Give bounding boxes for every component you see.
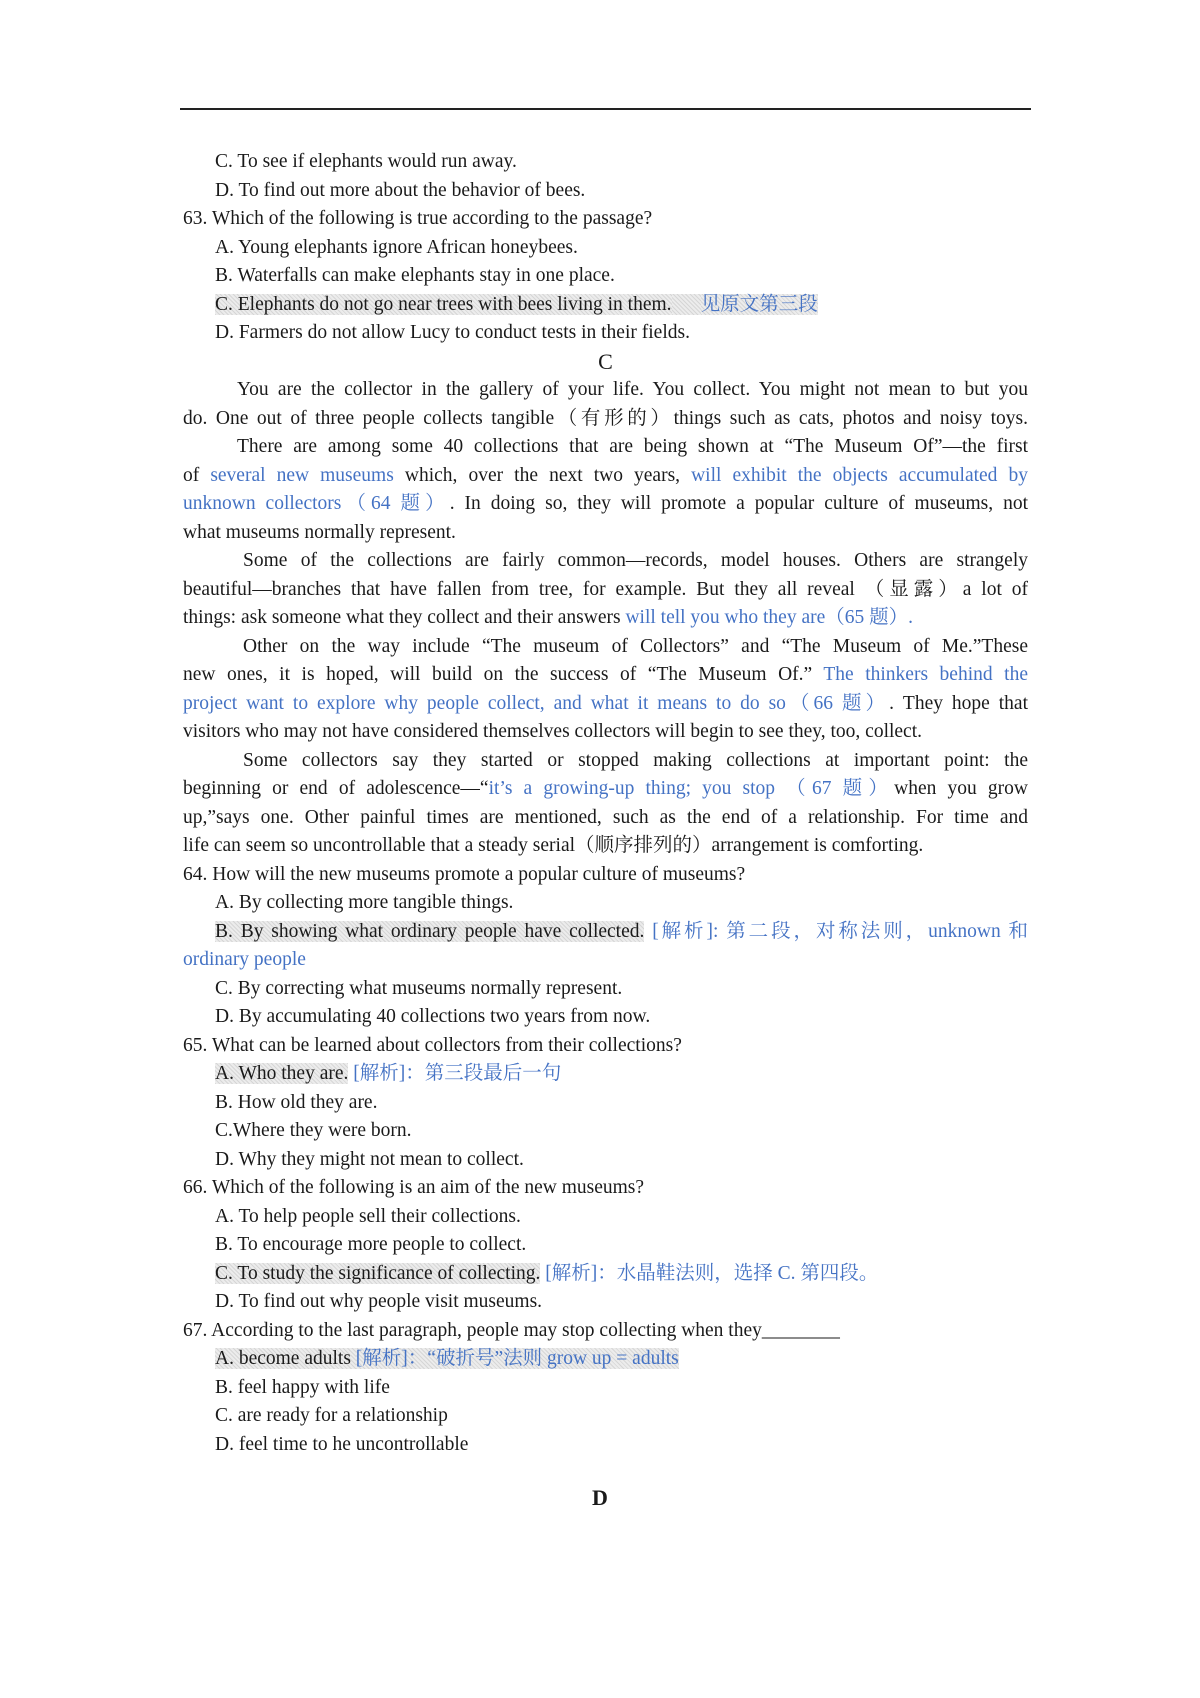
- q67-option-a: [183, 1345, 1028, 1374]
- passage-line: There are among some 40 collections that are being shown at “The Museum Of”—the first: [237, 436, 1028, 457]
- passage-line: what museums normally represent.: [183, 521, 456, 543]
- passage-line: project want to explore why people collect, and what it means to do so（66 题）. They hope that: [183, 692, 1028, 714]
- q64-stem: 64. How will the new museums promote a popular culture of museums?: [183, 863, 746, 885]
- q65-option-b: B. How old they are.: [215, 1091, 378, 1113]
- q63-answer: C. Elephants do not go near trees with bees living in them.: [215, 293, 672, 315]
- q67-note: [解析]：“破折号”法则 grow up = adults: [355, 1348, 679, 1369]
- passage-line: beginning or end of adolescence—“it’s a growing-up thing; you stop （67 题）when you grow: [183, 778, 1028, 799]
- q64-option-a: A. By collecting more tangible things.: [215, 892, 514, 913]
- passage-line: life can seem so uncontrollable that a steady serial（顺序排列的）arrangement is comforting.: [183, 835, 924, 856]
- q63-stem: 63. Which of the following is true according to the passage?: [183, 208, 653, 229]
- passage-line: up,”says one. Other painful times are mentioned, such as the end of a relationship. For time and: [183, 806, 1028, 828]
- highlight-q64-marker: unknown collectors（64 题）: [183, 493, 450, 514]
- q66-option-d: D. To find out why people visit museums.: [215, 1291, 543, 1312]
- highlight-q66-clue: The thinkers behind the: [823, 664, 1028, 685]
- q65-stem: 65. What can be learned about collectors from their collections?: [183, 1034, 682, 1056]
- passage-line: visitors who may not have considered themselves collectors will begin to see they, too, collect.: [183, 721, 923, 742]
- document-body: [183, 148, 1028, 1459]
- q63-option-a: A. Young elephants ignore African honeybees.: [215, 236, 578, 258]
- q63-note: 见原文第三段: [700, 293, 818, 315]
- q66-option-c: [183, 1260, 1028, 1289]
- q67-stem: 67. According to the last paragraph, people may stop collecting when they________: [183, 1319, 840, 1341]
- q65-answer: A. Who they are.: [215, 1063, 349, 1084]
- q62-option-c: C. To see if elephants would run away.: [215, 151, 517, 172]
- passage-line: things: ask someone what they collect and their answers will tell you who they are（65 题）.: [183, 607, 914, 628]
- section-d-heading: D: [592, 1485, 608, 1510]
- q66-option-b: B. To encourage more people to collect.: [215, 1234, 527, 1255]
- q65-option-d: D. Why they might not mean to collect.: [215, 1148, 524, 1170]
- q66-answer: C. To study the significance of collecting.: [215, 1262, 541, 1284]
- q64-option-c: C. By correcting what museums normally represent.: [215, 977, 623, 999]
- q67-option-c: C. are ready for a relationship: [215, 1405, 448, 1426]
- passage-line: of several new museums which, over the next two years, will exhibit the objects accumulated by: [183, 464, 1028, 486]
- passage-line: new ones, it is hoped, will build on the success of “The Museum Of.” The thinkers behind the: [183, 664, 1028, 685]
- passage-line: Other on the way include “The museum of Collectors” and “The Museum of Me.”These: [243, 635, 1028, 657]
- passage-line: Some of the collections are fairly common—records, model houses. Others are strangely: [243, 550, 1028, 571]
- q64-answer: B. By showing what ordinary people have collected.: [215, 920, 645, 942]
- highlight-q65-clue: will tell you who they are（65 题）.: [625, 607, 914, 628]
- highlight-several-new-museums: several new museums: [210, 464, 394, 486]
- passage-line: do. One out of three people collects tangible（有形的）things such as cats, photos and noisy toys.: [183, 407, 1028, 429]
- q64-option-d: D. By accumulating 40 collections two years from now.: [215, 1006, 651, 1027]
- q62-option-d: D. To find out more about the behavior of bees.: [215, 179, 586, 201]
- q64-option-b: [183, 918, 1028, 947]
- q67-answer: A. become adults: [215, 1348, 351, 1369]
- q63-option-d: D. Farmers do not allow Lucy to conduct tests in their fields.: [215, 322, 690, 343]
- q64-note: [解析]: 第二段，对称法则，unknown 和: [652, 920, 1028, 942]
- q67-option-b: B. feel happy with life: [215, 1376, 390, 1398]
- q66-stem: 66. Which of the following is an aim of the new museums?: [183, 1177, 645, 1198]
- highlight-q64-clue: will exhibit the objects accumulated by: [691, 464, 1028, 486]
- q66-note: [解析]：水晶鞋法则，选择 C. 第四段。: [545, 1262, 879, 1284]
- passage-line: beautiful—branches that have fallen from tree, for example. But they all reveal （显露）a lot of: [183, 578, 1028, 600]
- passage-line: Some collectors say they started or stopped making collections at important point: the: [243, 749, 1028, 771]
- q66-option-a: A. To help people sell their collections.: [215, 1205, 521, 1227]
- q65-note: [解析]：第三段最后一句: [353, 1063, 562, 1084]
- passage-line: unknown collectors（64 题）. In doing so, they will promote a popular culture of museums, not: [183, 493, 1028, 514]
- q63-option-b: B. Waterfalls can make elephants stay in one place.: [215, 265, 615, 286]
- q63-option-c: [183, 291, 1028, 320]
- header-rule: [180, 108, 1031, 110]
- highlight-q67-clue: it’s a growing-up thing; you stop （67 题）: [488, 778, 895, 799]
- passage-line: You are the collector in the gallery of your life. You collect. You might not mean to but you: [237, 379, 1028, 400]
- q67-option-d: D. feel time to he uncontrollable: [215, 1433, 469, 1455]
- q64-note-continued: ordinary people: [183, 949, 306, 970]
- section-c-heading: C: [598, 348, 613, 374]
- q65-option-a: [183, 1060, 1028, 1089]
- highlight-q66-marker: project want to explore why people collect, and what it means to do so（66 题）: [183, 692, 890, 714]
- q65-option-c: C.Where they were born.: [215, 1120, 412, 1141]
